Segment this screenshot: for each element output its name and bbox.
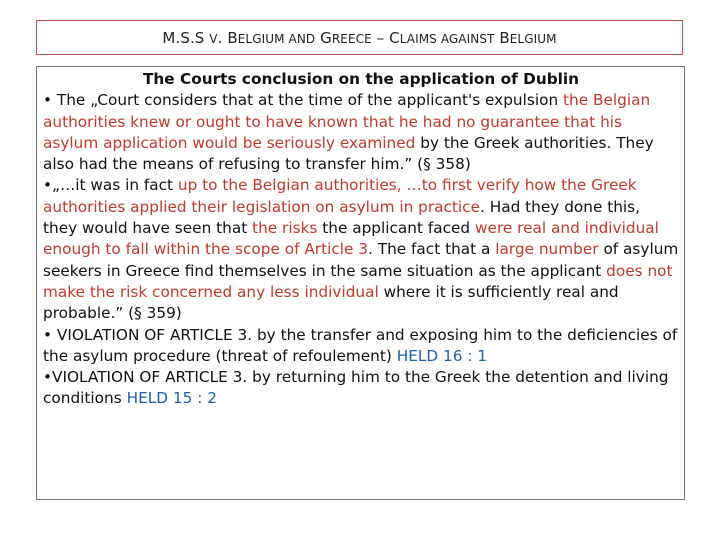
vote-count-16-1: HELD 16 : 1: [396, 346, 488, 365]
vote-count-15-2: HELD 15 : 2: [126, 389, 217, 408]
slide-title: [36, 20, 683, 55]
content-heading: The Courts conclusion on the application of Dublin: [142, 70, 580, 88]
violation-transfer: • VIOLATION OF ARTICLE 3. by the transfer and exposing him to the deficiencies of the asylum procedure (threat of refoulement) HELD 16 : 1: [43, 325, 678, 365]
paragraph-358: • The „Court considers that at the time of the applicant's expulsion the Belgian authorities knew or ought to have known that he had no guarantee that his asylum application would be seriously examined by the Greek authorities. They also had the means of refusing to transfer him.” (§ 358): [43, 91, 654, 174]
content-box: [36, 66, 685, 500]
paragraph-359: •„…it was in fact up to the Belgian authorities, …to first verify how the Greek authorities applied their legislation on asylum in practice. Had they done this, they would have seen that the risks the applicant faced were real and individual enough to fall within the scope of Article 3. The fact that a large number of asylum seekers in Greece find themselves in the same situation as the applicant does not make the risk concerned any less individual where it is sufficiently real and probable.” (§ 359): [43, 176, 679, 323]
title-text: M.S.S V. BELGIUM AND GREECE – CLAIMS AGAINST BELGIUM: [162, 28, 557, 47]
violation-conditions: •VIOLATION OF ARTICLE 3. by returning him to the Greek the detention and living conditions HELD 15 : 2: [43, 368, 669, 408]
